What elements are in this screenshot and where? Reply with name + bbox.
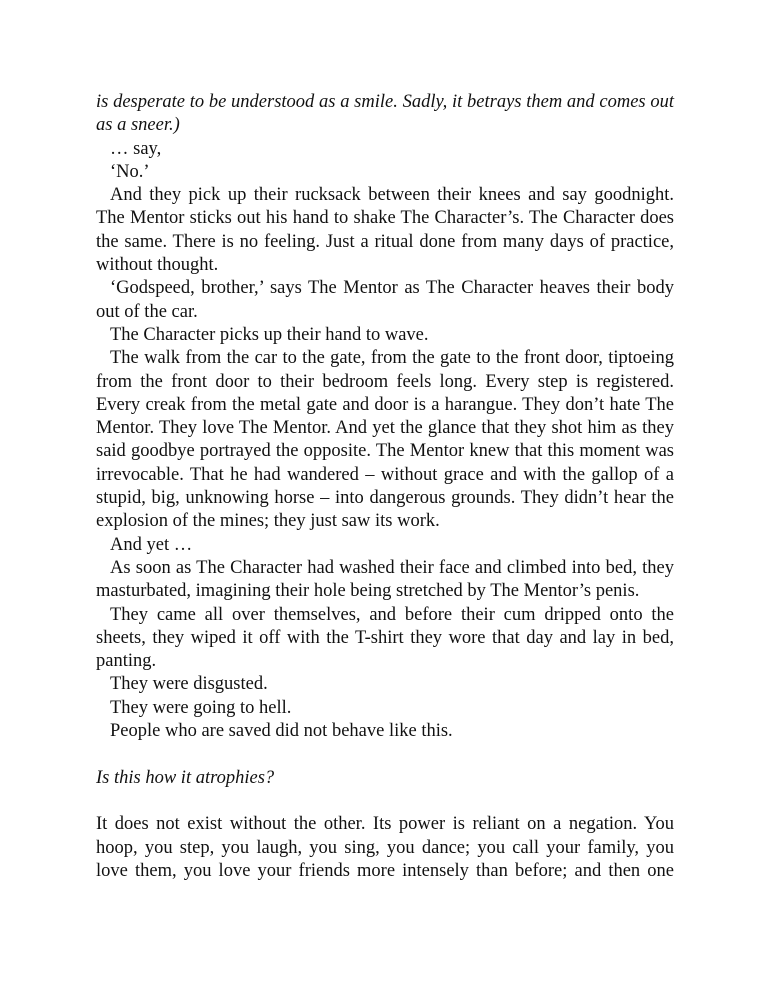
closing-paragraph: It does not exist without the other. Its power is reliant on a negation. You hoop, you step, you laugh, you sing, you dance; you call your family, you love them, you love your friends more intensely than before; and then one: [96, 814, 674, 881]
section-spacer: [96, 743, 674, 766]
paragraph-2: … say,: [110, 138, 162, 159]
paragraph-10: They came all over themselves, and before their cum dripped onto the sheets, they wiped it off with the T-shirt they wore that day and lay in bed, panting.: [96, 604, 674, 672]
section-heading: Is this how it atrophies?: [96, 767, 275, 788]
paragraph-4: And they pick up their rucksack between their knees and say goodnight. The Mentor sticks out his hand to shake The Character’s. The Character does the same. There is no feeling. Just a ritual done from many days of practice, without thought.: [96, 185, 674, 276]
paragraph-7: The walk from the car to the gate, from the gate to the front door, tiptoeing from the front door to their bedroom feels long. Every step is registered. Every creak from the metal gate and door is a harangue. They don’t hate The Mentor. They love The Mentor. And yet the glance that they shot him as they said goodbye portrayed the opposite. The Mentor knew that this moment was irrevocable. That he had wandered – without grace and with the gallop of a stupid, big, unknowing horse – into dangerous grounds. They didn’t hear the explosion of the mines; they just saw its work.: [96, 348, 674, 532]
section-spacer-2: [96, 790, 674, 813]
paragraph-12: They were going to hell.: [110, 697, 292, 718]
paragraph-8: And yet …: [110, 534, 193, 555]
paragraph-6: The Character picks up their hand to wave.: [110, 324, 429, 345]
paragraph-9: As soon as The Character had washed their face and climbed into bed, they masturbated, imagining their hole being stretched by The Mentor’s penis.: [96, 557, 674, 602]
paragraph-5: ‘Godspeed, brother,’ says The Mentor as The Character heaves their body out of the car.: [96, 278, 674, 322]
paragraph-13: People who are saved did not behave like this.: [110, 721, 453, 742]
paragraph-3: ‘No.’: [110, 161, 150, 182]
paragraph-11: They were disgusted.: [110, 674, 268, 695]
paragraph-1: is desperate to be understood as a smile. Sadly, it betrays them and comes out as a sneer.): [96, 92, 674, 136]
page-text: [96, 91, 674, 883]
